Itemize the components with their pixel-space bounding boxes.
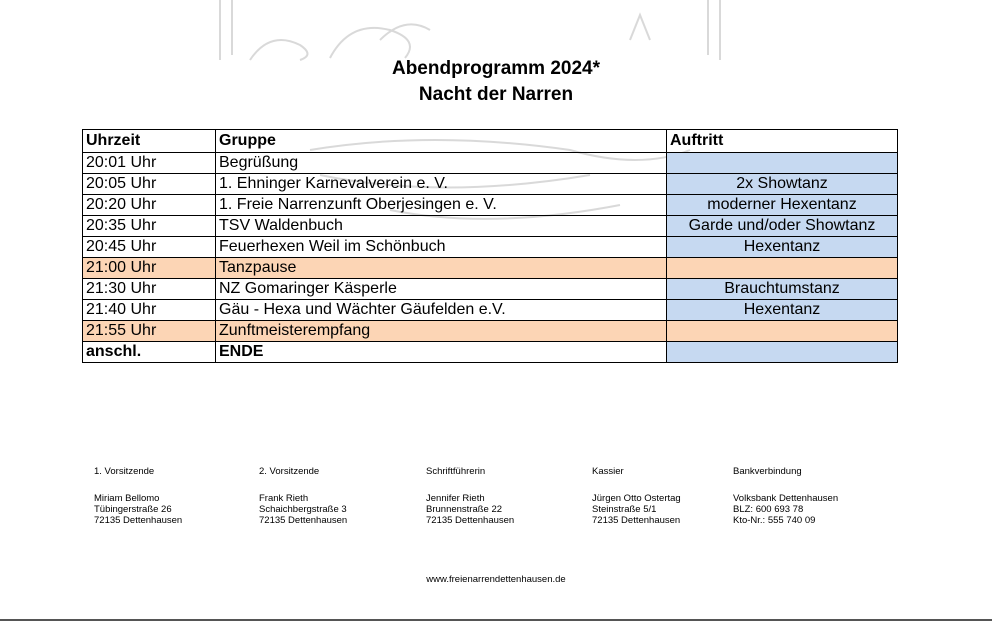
table-row [83, 216, 898, 237]
contact-street: Brunnenstraße 22 [426, 504, 503, 515]
act-cell [667, 321, 898, 342]
contact-role: 2. Vorsitzende [259, 466, 320, 477]
column-header-time: Uhrzeit [83, 130, 216, 153]
act-cell [667, 153, 898, 174]
act-cell: Hexentanz [667, 237, 898, 258]
time-cell: 21:30 Uhr [83, 279, 216, 300]
act-cell: Brauchtumstanz [667, 279, 898, 300]
group-cell: Gäu - Hexa und Wächter Gäufelden e.V. [216, 300, 667, 321]
contact-name: Jennifer Rieth [426, 493, 485, 504]
time-cell: 21:00 Uhr [83, 258, 216, 279]
group-cell: 1. Freie Narrenzunft Oberjesingen e. V. [216, 195, 667, 216]
table-row [83, 174, 898, 195]
column-header-group: Gruppe [216, 130, 667, 153]
table-row-end [83, 342, 898, 363]
program-table [82, 129, 898, 363]
page-subtitle: Nacht der Narren [418, 84, 574, 105]
group-cell: Begrüßung [216, 153, 667, 174]
group-cell: Feuerhexen Weil im Schönbuch [216, 237, 667, 258]
act-cell: moderner Hexentanz [667, 195, 898, 216]
table-header-row [83, 130, 898, 153]
contact-name: Jürgen Otto Ostertag [592, 493, 681, 504]
table-row [83, 195, 898, 216]
contact-city: 72135 Dettenhausen [94, 515, 183, 526]
time-cell: 20:35 Uhr [83, 216, 216, 237]
contact-street: Tübingerstraße 26 [94, 504, 172, 515]
act-cell: 2x Showtanz [667, 174, 898, 195]
bank-name: Volksbank Dettenhausen [733, 493, 839, 504]
website-link[interactable]: www.freienarrendettenhausen.de [426, 574, 566, 585]
contact-street: Steinstraße 5/1 [592, 504, 657, 515]
group-cell: TSV Waldenbuch [216, 216, 667, 237]
group-cell: Zunftmeisterempfang [216, 321, 667, 342]
time-cell: 20:01 Uhr [83, 153, 216, 174]
group-cell: ENDE [216, 342, 667, 363]
contact-role: Schriftführerin [426, 466, 486, 477]
column-header-act: Auftritt [667, 130, 898, 153]
act-cell [667, 258, 898, 279]
time-cell: 21:55 Uhr [83, 321, 216, 342]
act-cell: Garde und/oder Showtanz [667, 216, 898, 237]
contact-city: 72135 Dettenhausen [426, 515, 515, 526]
table-row [83, 153, 898, 174]
bank-code: BLZ: 600 693 78 [733, 504, 804, 515]
contact-role: Bankverbindung [733, 466, 802, 477]
time-cell: 20:20 Uhr [83, 195, 216, 216]
table-row [83, 279, 898, 300]
contact-city: 72135 Dettenhausen [259, 515, 348, 526]
group-cell: 1. Ehninger Karnevalverein e. V. [216, 174, 667, 195]
bottom-divider [0, 619, 992, 621]
time-cell: 21:40 Uhr [83, 300, 216, 321]
footer-contact-treasurer [592, 466, 681, 526]
contact-name: Frank Rieth [259, 493, 309, 504]
time-cell: 20:05 Uhr [83, 174, 216, 195]
footer-contact-chair [94, 466, 182, 526]
contact-role: 1. Vorsitzende [94, 466, 155, 477]
time-cell: anschl. [83, 342, 216, 363]
act-cell: Hexentanz [667, 300, 898, 321]
account-number: Kto-Nr.: 555 740 09 [733, 515, 816, 526]
group-cell: NZ Gomaringer Käsperle [216, 279, 667, 300]
contact-name: Miriam Bellomo [94, 493, 160, 504]
table-row-pause [83, 258, 898, 279]
contact-street: Schaichbergstraße 3 [259, 504, 347, 515]
group-cell: Tanzpause [216, 258, 667, 279]
footer-contact-vice-chair [259, 466, 347, 526]
time-cell: 20:45 Uhr [83, 237, 216, 258]
table-row [83, 300, 898, 321]
table-row [83, 237, 898, 258]
table-row-reception [83, 321, 898, 342]
act-cell [667, 342, 898, 363]
contact-city: 72135 Dettenhausen [592, 515, 681, 526]
contact-role: Kassier [592, 466, 624, 477]
footer-bank-details [733, 466, 838, 526]
footer-contact-secretary [426, 466, 514, 526]
page-title: Abendprogramm 2024* [391, 58, 600, 79]
